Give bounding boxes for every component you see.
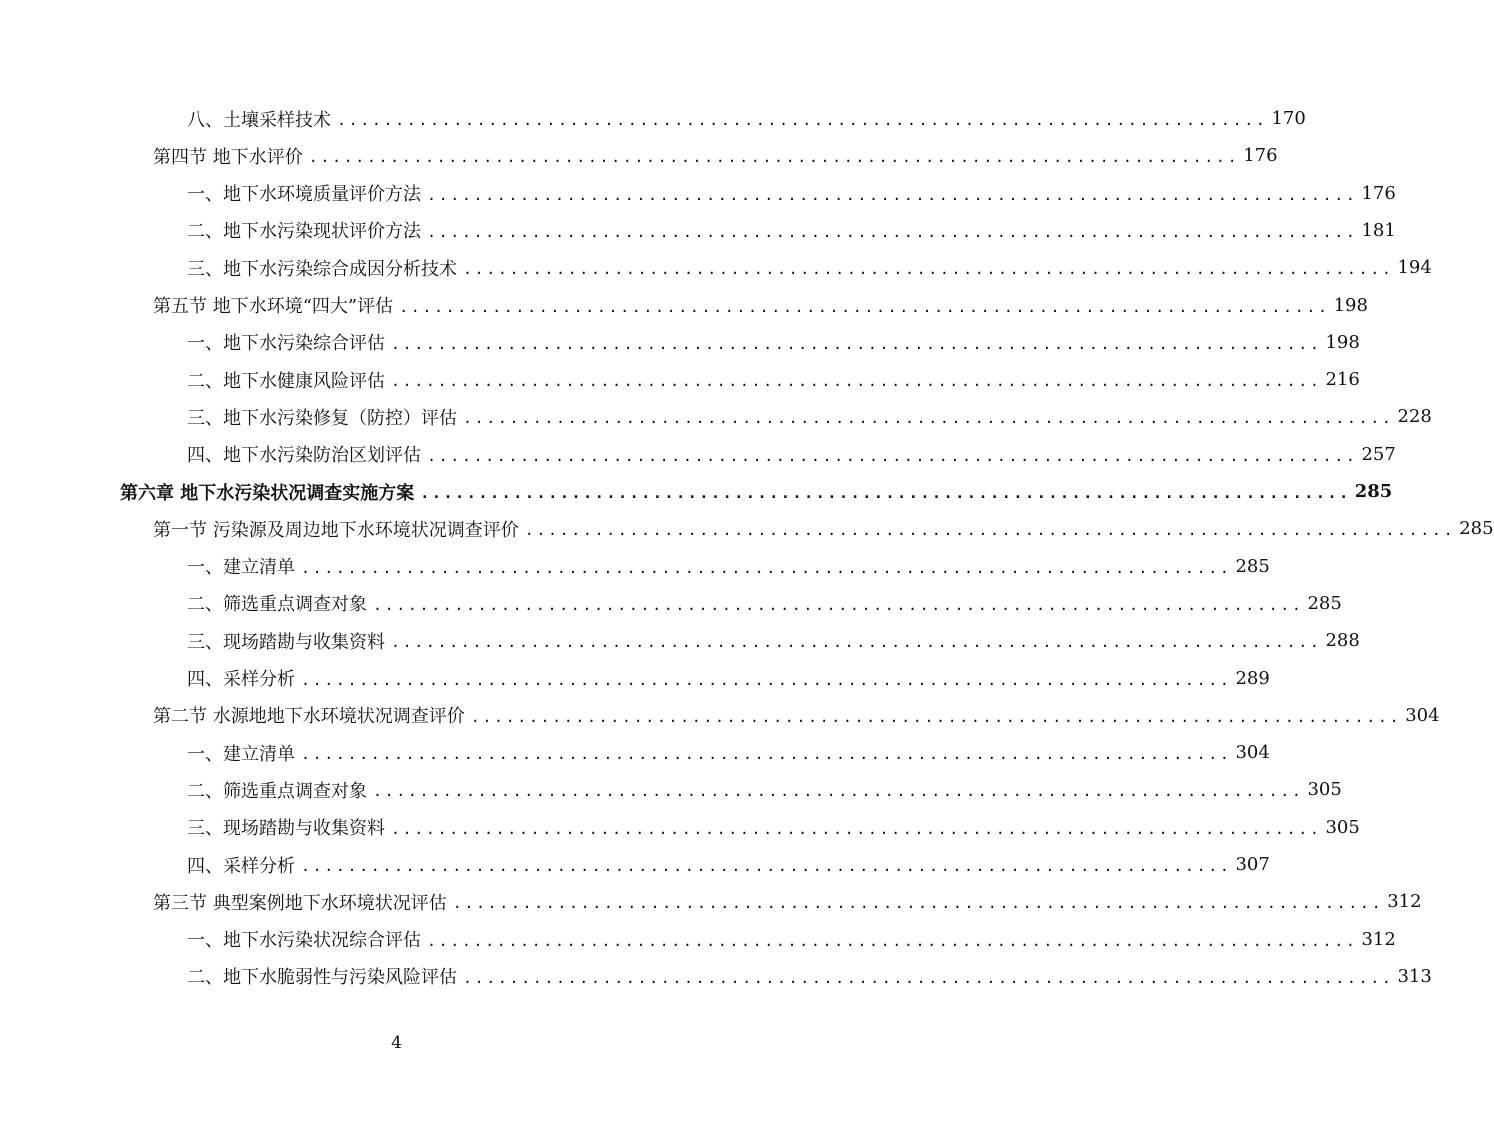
toc-entry-label: 二、地下水脆弱性与污染风险评估 [187, 967, 457, 989]
toc-dot-leader: ................................................................................ [301, 745, 1232, 764]
toc-dot-leader: ................................................................................ [301, 670, 1232, 689]
toc-section-entry[interactable] [153, 883, 1422, 920]
toc-entry-page: 285 [1235, 555, 1270, 577]
toc-entry-page: 304 [1235, 742, 1270, 764]
toc-item-entry[interactable] [187, 436, 1396, 473]
toc-entry-label: 第一节 污染源及周边地下水环境状况调查评价 [153, 519, 519, 541]
toc-entry-page: 312 [1387, 891, 1422, 913]
toc-entry-label: 三、地下水污染综合成因分析技术 [187, 258, 457, 280]
toc-item-entry[interactable] [187, 660, 1270, 697]
toc-entry-page: 305 [1325, 816, 1360, 838]
toc-entry-label: 四、采样分析 [187, 855, 295, 877]
toc-item-entry[interactable] [187, 585, 1342, 622]
toc-section-entry[interactable] [153, 510, 1494, 547]
toc-entry-label: 四、采样分析 [187, 669, 295, 690]
toc-entry-label: 二、地下水污染现状评价方法 [187, 221, 421, 243]
toc-entry-label: 一、地下水污染综合评估 [187, 333, 385, 355]
toc-item-entry[interactable] [187, 921, 1396, 958]
toc-item-entry[interactable] [187, 809, 1360, 846]
page-number: 4 [391, 1033, 402, 1053]
toc-dot-leader: ................................................................................ [452, 894, 1384, 913]
toc-item-entry[interactable] [187, 361, 1360, 398]
toc-dot-leader: ................................................................................ [420, 484, 1351, 502]
toc-dot-leader: ................................................................................ [470, 707, 1402, 726]
toc-entry-page: 176 [1243, 145, 1278, 167]
toc-entry-page: 198 [1333, 294, 1368, 316]
toc-entry-page: 198 [1325, 331, 1360, 353]
toc-dot-leader: ................................................................................ [391, 334, 1322, 353]
toc-item-entry[interactable] [187, 958, 1432, 995]
toc-entry-label: 三、现场踏勘与收集资料 [187, 631, 385, 653]
toc-item-entry[interactable] [187, 846, 1270, 883]
toc-entry-page: 285 [1307, 592, 1342, 614]
toc-item-entry[interactable] [187, 622, 1360, 659]
toc-entry-label: 一、建立清单 [187, 743, 295, 765]
toc-entry-label: 一、地下水污染状况综合评估 [187, 930, 421, 952]
toc-entry-page: 289 [1235, 667, 1270, 689]
toc-dot-leader: ................................................................................ [391, 633, 1322, 652]
toc-entry-label: 第二节 水源地地下水环境状况调查评价 [153, 706, 465, 728]
toc-dot-leader: ................................................................................ [373, 782, 1304, 801]
toc-entry-page: 285 [1459, 518, 1494, 540]
toc-dot-leader: ................................................................................ [391, 819, 1322, 838]
toc-dot-leader: ................................................................................ [391, 372, 1322, 391]
toc-entry-label: 二、地下水健康风险评估 [187, 370, 385, 392]
toc-entry-label: 第四节 地下水评价 [153, 146, 303, 168]
toc-entry-page: 304 [1405, 704, 1440, 726]
toc-entry-page: 176 [1361, 182, 1396, 204]
toc-entry-label: 三、现场踏勘与收集资料 [187, 818, 385, 840]
toc-dot-leader: ................................................................................ [427, 185, 1358, 204]
toc-dot-leader: ................................................................................ [463, 968, 1394, 987]
toc-entry-page: 312 [1361, 928, 1396, 950]
toc-entry-page: 228 [1397, 406, 1432, 428]
toc-item-entry[interactable] [187, 548, 1270, 585]
toc-dot-leader: ................................................................................ [463, 260, 1394, 279]
toc-dot-leader: ................................................................................ [301, 857, 1232, 875]
toc-dot-leader: ................................................................................ [399, 297, 1330, 316]
toc-item-entry[interactable] [187, 100, 1306, 137]
toc-dot-leader: ................................................................................ [524, 521, 1456, 540]
toc-entry-label: 四、地下水污染防治区划评估 [187, 445, 421, 467]
toc-item-entry[interactable] [187, 398, 1432, 435]
toc-entry-label: 二、筛选重点调查对象 [187, 594, 367, 616]
toc-entry-label: 二、筛选重点调查对象 [187, 780, 367, 802]
toc-entry-page: 285 [1354, 481, 1393, 502]
toc-item-entry[interactable] [187, 175, 1396, 212]
toc-entry-page: 257 [1361, 443, 1396, 465]
toc-entry-label: 第六章 地下水污染状况调查实施方案 [120, 482, 415, 504]
toc-entry-label: 三、地下水污染修复（防控）评估 [187, 407, 457, 429]
toc-dot-leader: ................................................................................ [337, 111, 1268, 129]
toc-entry-label: 一、建立清单 [187, 557, 295, 579]
toc-entry-label: 第三节 典型案例地下水环境状况评估 [153, 892, 447, 914]
toc-entry-page: 181 [1361, 219, 1396, 241]
toc-item-entry[interactable] [187, 771, 1342, 808]
toc-dot-leader: ................................................................................ [301, 558, 1232, 577]
toc-entry-page: 216 [1325, 369, 1360, 391]
toc-entry-page: 307 [1235, 854, 1270, 875]
toc-dot-leader: ................................................................................ [463, 409, 1394, 428]
toc-entry-page: 305 [1307, 779, 1342, 801]
toc-dot-leader: ................................................................................ [427, 222, 1358, 241]
toc-chapter-entry[interactable] [120, 473, 1393, 510]
toc-item-entry[interactable] [187, 212, 1396, 249]
toc-entry-page: 313 [1397, 965, 1432, 987]
toc-entry-label: 八、土壤采样技术 [187, 109, 331, 131]
toc-dot-leader: ................................................................................ [308, 148, 1240, 167]
toc-entry-label: 一、地下水环境质量评价方法 [187, 184, 421, 206]
toc-item-entry[interactable] [187, 734, 1270, 771]
toc-entry-page: 170 [1271, 108, 1306, 129]
toc-entry-page: 194 [1397, 257, 1432, 279]
toc-dot-leader: ................................................................................ [427, 446, 1358, 465]
toc-entry-page: 288 [1325, 630, 1360, 652]
toc-section-entry[interactable] [153, 137, 1278, 174]
toc-entry-label: 第五节 地下水环境“四大”评估 [153, 296, 394, 317]
toc-section-entry[interactable] [153, 697, 1440, 734]
toc-item-entry[interactable] [187, 249, 1432, 286]
toc-dot-leader: ................................................................................ [427, 931, 1358, 950]
toc-section-entry[interactable] [153, 287, 1368, 324]
toc-item-entry[interactable] [187, 324, 1360, 361]
toc-dot-leader: ................................................................................ [373, 595, 1304, 614]
